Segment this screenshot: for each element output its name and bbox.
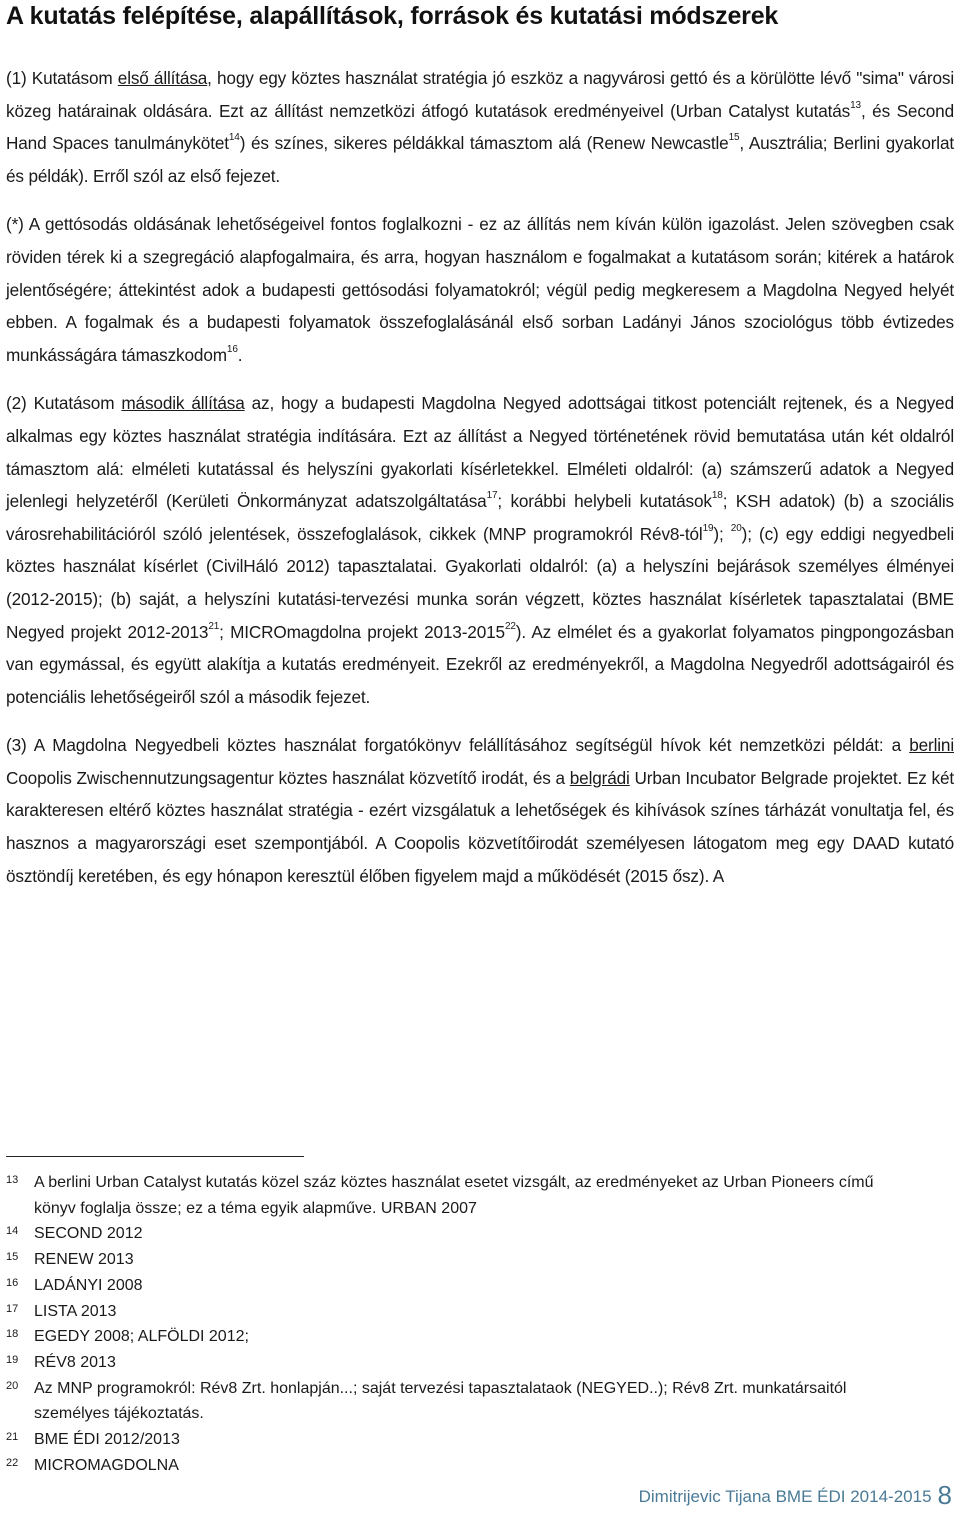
footnote-number: 15 <box>6 1251 19 1264</box>
footnote-item <box>6 1273 900 1299</box>
footnote-number: 21 <box>6 1431 19 1444</box>
footnote-number: 18 <box>6 1328 19 1341</box>
paragraph-2: (*) A gettósodás oldásának lehetőségeivel fontos foglalkozni - ez az állítás nem kíván külön igazolást. Jelen szövegben csak röviden térek ki a szegregáció alapfogalmaira, és arra, hogyan használom e fogalmakat a kutatásom során; kitérek a határok jelentőségére; áttekintést adok a budapesti gettósodási folyamatokról; végül pedig megkeresem a Magdolna Negyed helyét ebben. A fogalmak és a budapesti folyamatok összefoglalásánál első sorban Ladányi János szociológus több évtizedes munkásságára támaszkodom$^{16}$. <box>6 214 954 365</box>
footnote-ref[interactable]: 18 <box>711 490 723 502</box>
footnote-text: LADÁNYI 2008 <box>34 1276 143 1294</box>
page-number: 8 <box>937 1480 952 1510</box>
footnote-ref[interactable]: 22 <box>504 620 516 632</box>
footnote-ref[interactable]: 19 <box>702 522 714 534</box>
footnote-text: Az MNP programokról: Rév8 Zrt. honlapján...; saját tervezési tapasztalataok (NEGYED..); Rév8 Zrt. munkatársaitól személyes tájékoztatás. <box>34 1379 847 1423</box>
footnote-item <box>6 1221 900 1247</box>
footnote-text: RÉV8 2013 <box>34 1353 116 1371</box>
footnote-separator <box>6 1156 304 1157</box>
footnote-ref[interactable]: 14 <box>228 132 240 144</box>
paragraph-4: (3) A Magdolna Negyedbeli köztes használat forgatókönyv felállításához segítségül hívok két nemzetközi példát: a berlini Coopolis Zwischennutzungsagentur köztes használat közvetítő irodát, és a belgrádi Urban Incubator Belgrade projektet. Ez két karakteresen eltérő köztes használat stratégia - ezért vizsgálatuk a lehetőségek és kihívások színes tárházát vonultatja fel, és hasznos a magyarországi eset szempontjából. A Coopolis közvetítőirodát személyesen látogatom meg egy DAAD kutató ösztöndíj keretében, és egy hónapon keresztül élőben figyelem majd a működését (2015 ősz). A <box>6 735 954 886</box>
footnote-ref[interactable]: 16 <box>226 343 238 355</box>
footnote-ref[interactable]: 21 <box>208 620 220 632</box>
footnote-number: 17 <box>6 1302 19 1315</box>
paragraph-3: (2) Kutatásom második állítása az, hogy a budapesti Magdolna Negyed adottságai titkost potenciált rejtenek, és a Negyed alkalmas egy köztes használat stratégia indítására. Ezt az állítást a Negyed történetének rövid bemutatása után két oldalról támasztom alá: elméleti kutatással és helyszíni gyakorlati kísérletekkel. Elméleti oldalról: (a) számszerű adatok a Negyed jelenlegi helyzetéről (Kerületi Önkormányzat adatszolgáltatása$^{17}$; korábbi helybeli kutatások$^{18}$; KSH adatok) (b) a szociális városrehabilitációról szóló jelentések, összefoglalások, cikkek (MNP programokról Rév8-tól$^{19}$); $^{20}$); (c) egy eddigi negyedbeli köztes használat kísérlet (CivilHáló 2012) tapasztalatai. Gyakorlati oldalról: (a) a helyszíni bejárások személyes élményei (2012-2015); (b) saját, a helyszíni kutatási-tervezési munka során végzett, köztes használat kísérletek tapasztalatai (BME Negyed projekt 2012-2013$^{21}$; MICROmagdolna projekt 2013-2015$^{22}$). Az elmélet és a gyakorlat folyamatos pingpongozásban van egymással, és együtt alakítja a kutatás eredményeit. Ezekről az eredményekről, a Magdolna Negyedről adottságairól és potenciális lehetőségeiről szól a második fejezet. <box>6 393 955 707</box>
footnote-text: MICROMAGDOLNA <box>34 1456 179 1474</box>
footnote-item <box>6 1299 900 1325</box>
footnote-number: 14 <box>6 1225 19 1238</box>
footnotes <box>6 1170 900 1478</box>
page-title: A kutatás felépítése, alapállítások, források és kutatási módszerek <box>6 2 779 30</box>
footnote-ref[interactable]: 13 <box>850 99 861 111</box>
footnote-number: 16 <box>6 1276 19 1289</box>
footnote-number: 13 <box>6 1174 19 1186</box>
footnote-ref[interactable]: 20 <box>730 522 742 534</box>
footnote-number: 22 <box>6 1456 19 1469</box>
page-footer <box>639 1480 952 1511</box>
footnote-item <box>6 1170 900 1221</box>
body-text <box>6 62 954 892</box>
footnote-text: A berlini Urban Catalyst kutatás közel száz köztes használat esetet vizsgált, az eredményeket az Urban Pioneers című könyv foglalja össze; ez a téma egyik alapműve. URBAN 2007 <box>34 1174 874 1217</box>
footnote-text: BME ÉDI 2012/2013 <box>34 1431 180 1449</box>
underlined-phrase: második állítása <box>121 393 245 414</box>
footnote-item <box>6 1350 900 1376</box>
footnote-text: LISTA 2013 <box>34 1302 117 1320</box>
footnote-ref[interactable]: 17 <box>486 490 498 502</box>
footnote-number: 19 <box>6 1353 19 1366</box>
footnote-item <box>6 1453 900 1479</box>
paragraph-1: (1) Kutatásom első állítása, hogy egy köztes használat stratégia jó eszköz a nagyvárosi gettó és a körülötte lévő "sima" városi közeg határainak oldására. Ezt az állítást nemzetközi átfogó kutatások eredményeivel (Urban Catalyst kutatás$^{13}$, és Second Hand Spaces tanulmánykötet$^{14}$) és színes, sikeres példákkal támasztom alá (Renew Newcastle$^{15}$, Ausztrália; Berlini gyakorlat és példák). Erről szól az első fejezet. <box>6 68 954 186</box>
underlined-phrase: belgrádi <box>569 767 630 788</box>
underlined-phrase: berlini <box>909 735 954 756</box>
footer-author: Dimitrijevic Tijana BME ÉDI 2014-2015 <box>638 1487 932 1506</box>
footnote-item <box>6 1376 900 1427</box>
footnote-item <box>6 1427 900 1453</box>
underlined-phrase: első állítása <box>117 68 208 88</box>
footnote-number: 20 <box>6 1379 19 1392</box>
footnote-text: SECOND 2012 <box>34 1225 143 1243</box>
footnote-text: RENEW 2013 <box>34 1251 134 1269</box>
footnote-text: EGEDY 2008; ALFÖLDI 2012; <box>34 1328 249 1346</box>
footnote-ref[interactable]: 15 <box>728 132 740 144</box>
footnote-item <box>6 1247 900 1273</box>
footnote-item <box>6 1324 900 1350</box>
